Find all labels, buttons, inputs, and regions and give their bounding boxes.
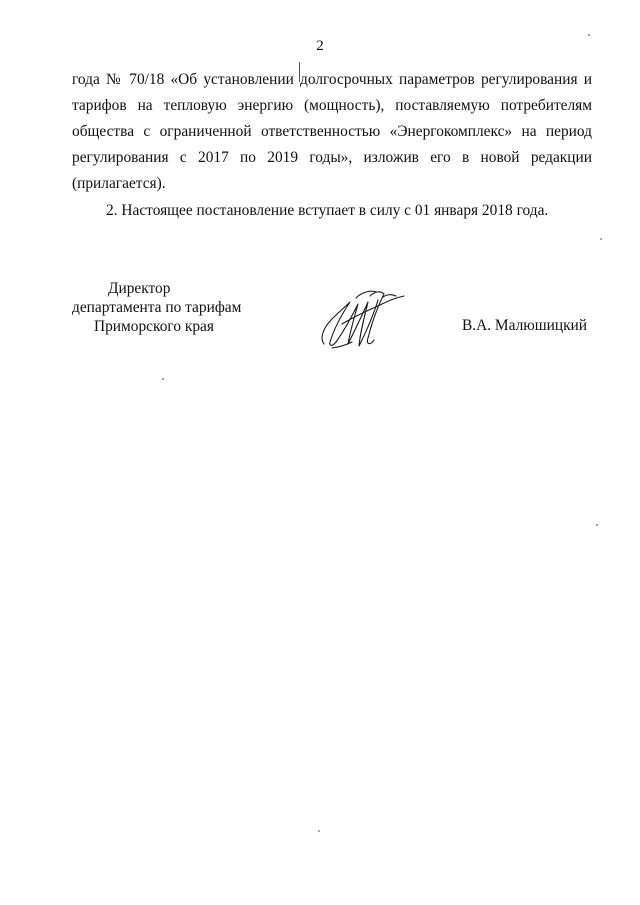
signatory-department: департамента по тарифам (72, 299, 242, 316)
scan-speck (318, 830, 320, 832)
paragraph-line: (прилагается). (72, 175, 166, 192)
scan-speck (162, 378, 164, 380)
signatory-title: Директор (108, 280, 171, 297)
signatory-region: Приморского края (94, 318, 214, 335)
paragraph-line: года № 70/18 «Об установлении долгосрочных параметров регулирования и (72, 71, 592, 88)
scan-speck (588, 34, 590, 36)
scan-speck (600, 238, 602, 240)
handwritten-signature (312, 284, 412, 352)
paragraph-effective-date: 2. Настоящее постановление вступает в силу с 01 января 2018 года. (106, 202, 549, 219)
page-number: 2 (316, 38, 324, 54)
paragraph-line: тарифов на тепловую энергию (мощность), поставляемую потребителям (72, 97, 592, 114)
scan-speck (596, 524, 598, 526)
signatory-name: В.А. Малюшицкий (462, 317, 588, 334)
paragraph-line: регулирования с 2017 по 2019 годы», изложив его в новой редакции (72, 149, 592, 166)
paragraph-line: общества с ограниченной ответственностью «Энергокомплекс» на период (72, 123, 592, 140)
